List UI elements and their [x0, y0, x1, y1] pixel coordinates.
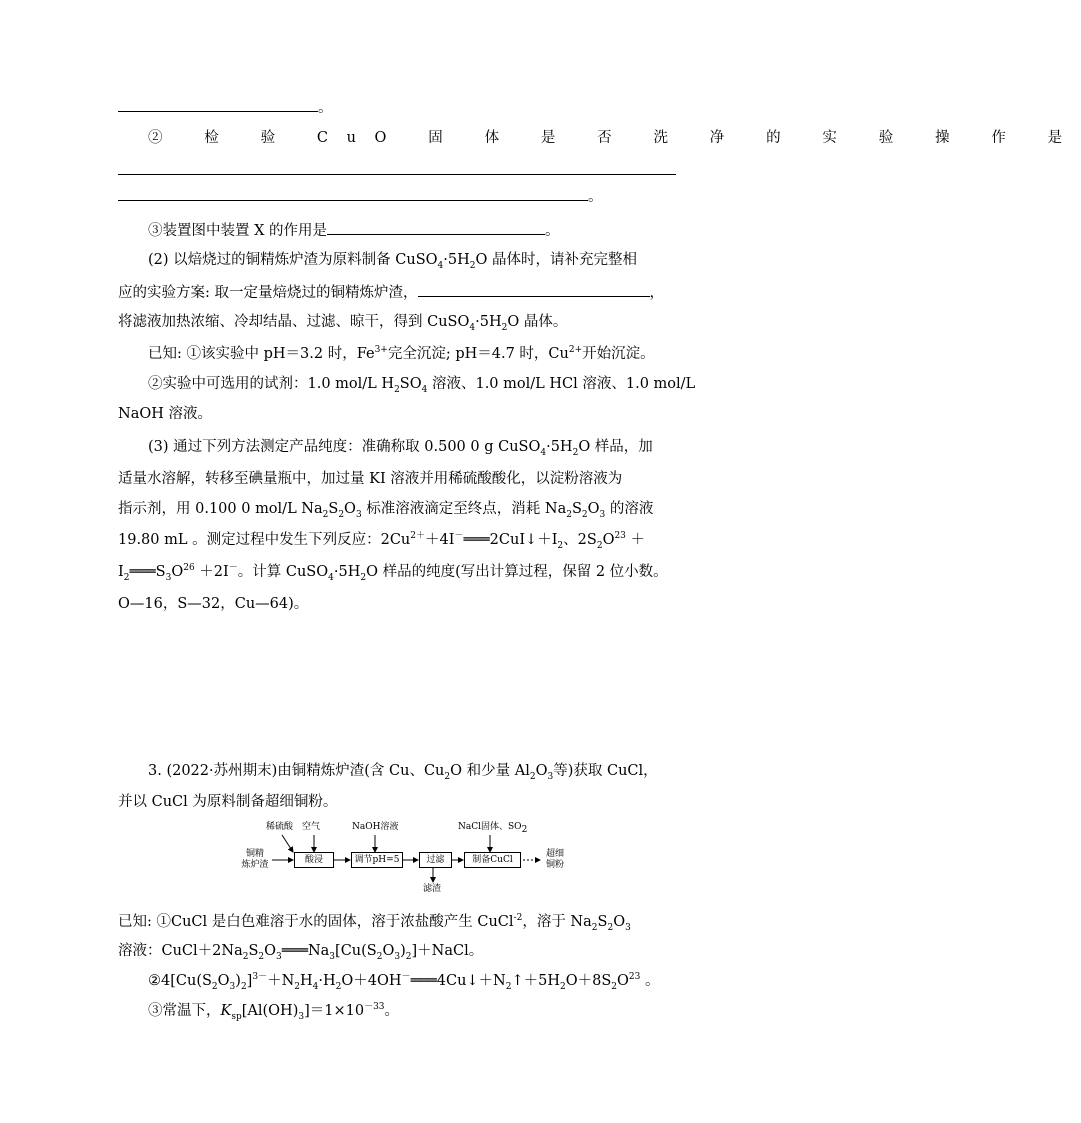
q3-line-6: O—16，S—32，Cu—64)。	[118, 596, 309, 612]
item-3: ③装置图中装置 X 的作用是 。	[148, 220, 560, 241]
flow-node-prepare-cucl: 制备CuCl	[464, 852, 521, 868]
q2-line-3: 将滤液加热浓缩、冷却结晶、过滤、晾干，得到 $CuSO_4\cdot 5H_2O$ 晶体。	[118, 314, 568, 333]
blank[interactable]	[118, 97, 318, 112]
known-2-line-4: ③常温下，$K_{sp}[Al(OH)_3]=1\times 10^{-33}$。	[148, 1002, 400, 1022]
flow-residue-label: 滤渣	[423, 884, 442, 894]
known-1-line-1: 已知: ①该实验中 pH＝3.2 时，$Fe^{3+}$完全沉淀; pH＝4.7 时，$Cu^{2+}$开始沉淀。	[148, 345, 655, 362]
known-2-line-3: $②4[Cu(S_2O_3)_2]^{3-}+N_2H_4\cdot H_2O+4OH^-═══4Cu↓+N_2↑+5H_2O+8S_2O^{23}$ 。	[148, 972, 660, 992]
known-2-line-2: 溶液：$CuCl+2Na_2S_2O_3═══Na_3[Cu(S_2O_3)_2]+NaCl$。	[118, 943, 484, 962]
known-1-line-2: ②实验中可选用的试剂：1.0 mol/L $H_2SO_4$ 溶液、1.0 mol/L HCl 溶液、1.0 mol/L	[148, 376, 696, 395]
q3-line-4: 19.80 mL 。测定过程中发生下列反应：$2Cu^{2+}+4I^-═══2CuI↓+I_2$、$2S_2O^{23}$ ＋	[118, 531, 646, 551]
answer-line-1: 。	[118, 97, 333, 118]
item-2-text: ② 检 验 CuO 固 体 是 否 洗 净 的 实 验 操 作 是	[148, 130, 1081, 146]
blank[interactable]	[118, 160, 676, 175]
blank[interactable]	[118, 186, 588, 201]
blank[interactable]	[327, 220, 545, 235]
flow-end-label: 超细 铜粉	[545, 849, 564, 870]
process-flow-diagram	[240, 818, 570, 898]
problem-3-line-1: 3. (2022·苏州期末)由铜精炼炉渣(含 Cu、$Cu_2O$ 和少量 $Al_2O_3$等)获取 CuCl，	[148, 763, 658, 782]
known-2-line-1: 已知: ①CuCl 是白色难溶于水的固体，溶于浓盐酸产生 CuCl$^{-2}$，溶于 $Na_2S_2O_3$	[118, 913, 631, 933]
flow-node-acid-leach: 酸浸	[294, 852, 334, 868]
answer-line-3: 。	[118, 186, 603, 207]
answer-line-2	[118, 160, 676, 181]
flow-node-adjust-ph: 调节pH=5	[351, 852, 403, 868]
q2-line-2: 应的实验方案: 取一定量焙烧过的铜精炼炉渣， ，	[118, 282, 664, 303]
known-1-line-3: NaOH 溶液。	[118, 406, 212, 422]
flow-input-naoh: NaOH溶液	[352, 822, 399, 832]
q3-line-2: 适量水溶解，转移至碘量瓶中，加过量 KI 溶液并用稀硫酸酸化，以淀粉溶液为	[118, 471, 623, 487]
q2-line-1: (2) 以焙烧过的铜精炼炉渣为原料制备 $CuSO_4\cdot 5H_2O$ 晶体时，请补充完整相	[148, 252, 637, 271]
q3-line-5: $I_2═══S_3O^{26} +2I^-$。计算 $CuSO_4\cdot 5H_2O$ 样品的纯度(写出计算过程，保留 2 位小数。	[118, 563, 668, 583]
q3-line-1: (3) 通过下列方法测定产品纯度：准确称取 0.500 0 g $CuSO_4\cdot 5H_2O$ 样品，加	[148, 439, 653, 458]
q3-line-3: 指示剂，用 0.100 0 mol/L $Na_2S_2O_3$ 标准溶液滴定至终点，消耗 $Na_2S_2O_3$ 的溶液	[118, 501, 654, 520]
problem-3-line-2: 并以 CuCl 为原料制备超细铜粉。	[118, 794, 338, 810]
flow-node-filter: 过滤	[419, 852, 452, 868]
flow-input-air: 空气	[302, 822, 321, 832]
flow-start-label: 铜精 炼炉渣	[241, 849, 269, 870]
flow-input-sulfuric-acid: 稀硫酸	[266, 822, 294, 832]
blank[interactable]	[418, 282, 650, 297]
flow-input-nacl-so2: NaCl固体、$SO_2$	[458, 822, 528, 835]
